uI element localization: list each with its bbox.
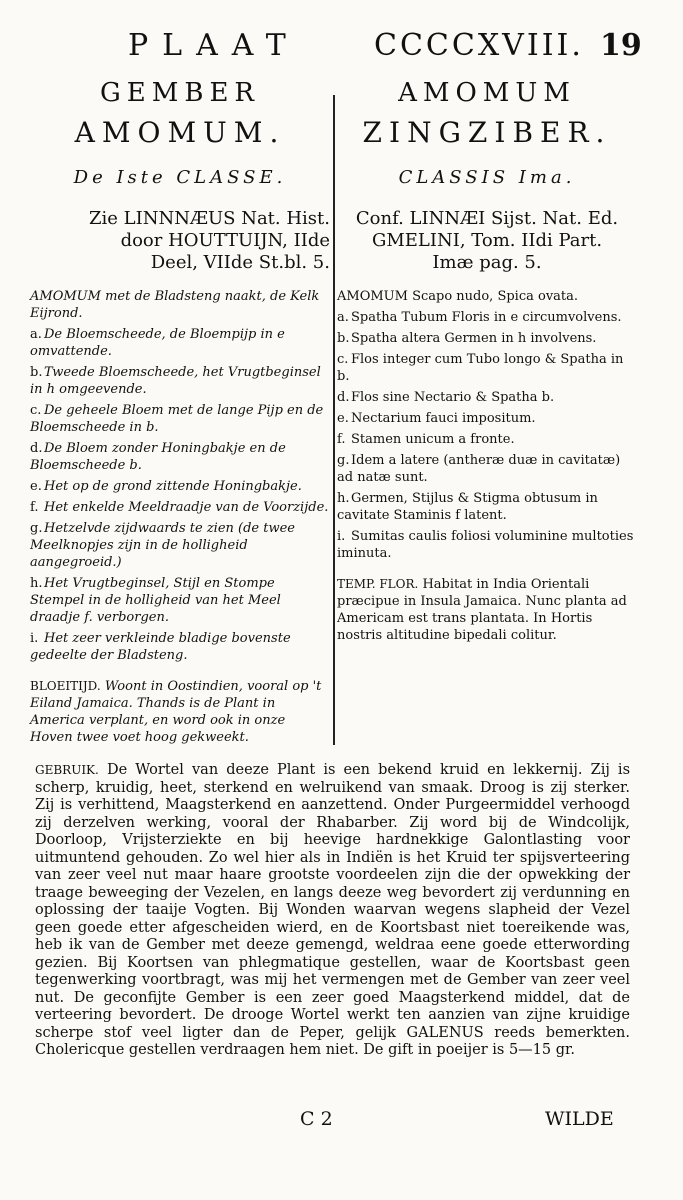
plate-label: PLAAT [128, 28, 300, 63]
dutch-title: GEMBER [99, 78, 261, 108]
latin-entry-d: d. Flos sine Nectario & Spatha b. [337, 390, 555, 405]
latin-entry-g: g. Idem a latere (antheræ duæ in cavitatæ) ad natæ sunt. [337, 453, 621, 485]
latin-habitat: TEMP. FLOR. Habitat in India Orientali præcipue in Insula Jamaica. Nunc planta ad Americam est trans plantata. In Hortis nostris altitudine bipedali colitur. [337, 577, 627, 643]
dutch-column [30, 72, 330, 746]
usage-text: De Wortel van deeze Plant is een bekend kruid en lekkernij. Zij is scherp, kruidig, heet, sterkend en welruikend van smaak. Droog is zij sterker. Zij is verhittend, Maagsterkend en aanzettend. Onder Purgeermiddel verhoogd zij derzelven werking, vooral der Rhabarber. Zij word bij de Windcolijk, Doorloop, Vrijsterziekte en bij heevige hardnekkige Galontlasting voor uitmuntend gehouden. Zo wel hier als in Indiën is het Kruid ter spijsverteering van zeer veel nut maar haare grootste voordeelen zijn die der opwekking der traage beweeging der Vezelen, en langs deeze weg bevordert zij verdunning en oplossing der taaije Vogten. Bij Wonden waarvan wegens slapheid der Vezel geen goede etter afgescheiden wierd, en de Koortsbast niet toereikende was, heb ik van de Gember met deeze gemengd, weldraa eene goede etterwording gezien. Bij Koortsen van phlegmatique gestellen, waar de Koortsbast geen tegenwerking voortbragt, was mij het vermengen met de Gember van zeer veel nut. De geconfijte Gember is een zeer goed Maagsterkend middel, dat de verteering bevordert. De drooge Wortel werkt ten aanzien van zijne kruidige scherpe stof veel ligter dan de Peper, gelijk GALENUS reeds bemerkten. Cholericque gestellen verdraagen hem niet. De gift in poeijer is 5—15 gr. [35, 762, 631, 1058]
dutch-entry-i: i. Het zeer verkleinde bladige bovenste gedeelte der Bladsteng. [30, 631, 291, 663]
ref-line: Zie LINNNÆUS Nat. Hist. [89, 208, 330, 229]
latin-entry-f: f. Stamen unicum a fronte. [337, 432, 515, 447]
latin-entry-e: e. Nectarium fauci impositum. [337, 411, 536, 426]
ref-line: door HOUTTUIJN, IIde [120, 230, 330, 251]
latin-class: CLASSIS Ima. [398, 167, 576, 188]
dutch-genus: AMOMUM. [74, 116, 286, 149]
dutch-class: De Iste CLASSE. [73, 167, 287, 188]
plate-number: CCCCXVIII. [374, 28, 584, 63]
dutch-entry-h: h.Het Vrugtbeginsel, Stijl en Stompe Stempel in de holligheid van het Meel draadje f. verborgen. [30, 576, 281, 625]
dutch-entry-b: b. Tweede Bloemscheede, het Vrugtbeginsel in h omgeevende. [30, 365, 321, 397]
dutch-flowering: BLOEITIJD. Woont in Oostindien, vooral op 't Eiland Jamaica. Thands is de Plant in America verplant, en word ook in onze Hoven twee voet hoog gekweekt. [30, 679, 322, 745]
dutch-entry-c: c. De geheele Bloem met de lange Pijp en de Bloemscheede in b. [30, 403, 324, 435]
latin-entry-b: b. Spatha altera Germen in h involvens. [337, 331, 597, 346]
column-divider [333, 95, 335, 745]
latin-entry-a: a. Spatha Tubum Floris in e circumvolvens. [337, 310, 622, 325]
ref-line: Imæ pag. 5. [432, 252, 542, 273]
latin-diagnosis: AMOMUM Scapo nudo, Spica ovata. [337, 289, 579, 304]
latin-title: AMOMUM [398, 78, 576, 108]
catchword: WILDE [545, 1108, 614, 1130]
dutch-entry-e: e. Het op de grond zittende Honingbakje. [30, 479, 302, 494]
dutch-entry-a: a. De Bloemscheede, de Bloempijp in e omvattende. [30, 327, 285, 359]
latin-column [337, 72, 637, 644]
ref-line: GMELINI, Tom. IIdi Part. [371, 230, 603, 251]
latin-reference [337, 208, 637, 274]
dutch-entry-d: d. De Bloem zonder Honingbakje en de Bloemscheede b. [30, 441, 286, 473]
dutch-entry-g: g. Hetzelvde zijdwaards te zien (de twee Meelknopjes zijn in de holligheid aangegroeid.) [30, 521, 295, 570]
latin-entry-c: c. Flos integer cum Tubo longo & Spatha in b. [337, 352, 624, 384]
latin-species: ZINGZIBER. [362, 116, 612, 149]
ref-line: Conf. LINNÆI Sijst. Nat. Ed. [355, 208, 619, 229]
page-number: 19 [600, 28, 642, 63]
dutch-diagnosis: AMOMUM met de Bladsteng naakt, de Kelk Eijrond. [30, 289, 320, 321]
ref-line: Deel, VIIde St.bl. 5. [150, 252, 330, 273]
latin-entry-i: i. Sumitas caulis foliosi voluminine multoties iminuta. [337, 529, 634, 561]
page-header [0, 28, 683, 62]
dutch-reference [30, 208, 330, 274]
signature-mark: C 2 [300, 1108, 333, 1130]
latin-entry-h: h.Germen, Stijlus & Stigma obtusum in cavitate Staminis f latent. [337, 491, 598, 523]
dutch-entry-f: f. Het enkelde Meeldraadje van de Voorzijde. [30, 500, 329, 515]
usage-paragraph [35, 762, 630, 1060]
usage-label: GEBRUIK. [35, 763, 99, 777]
